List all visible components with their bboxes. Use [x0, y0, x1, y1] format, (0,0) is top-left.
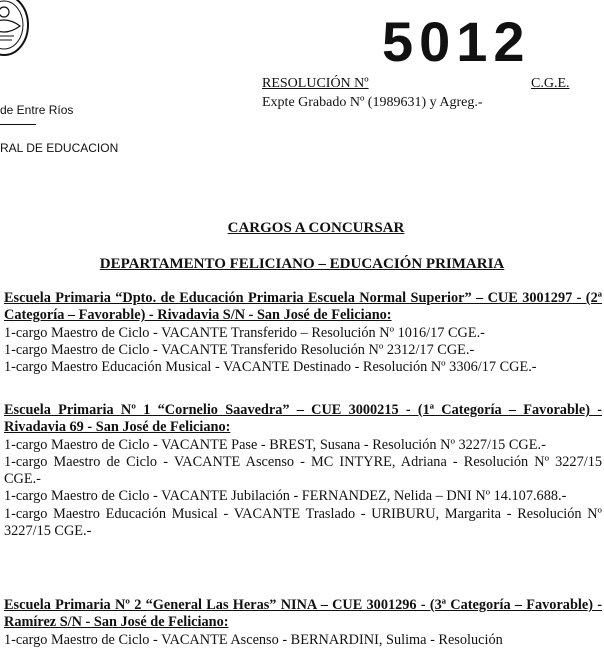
school-heading: Escuela Primaria “Dpto. de Educación Primaria Escuela Normal Superior” – CUE 3001297 - (2ª Categoría – Favorable) - Rivadavia S/N - San José de Feliciano:	[4, 290, 602, 324]
list-item: 1-cargo Maestro de Ciclo - VACANTE Transferido – Resolución Nº 1016/17 CGE.-	[4, 324, 485, 341]
expediente-line: Expte Grabado Nº (1989631) y Agreg.-	[262, 95, 483, 110]
resolution-number: 5012	[382, 10, 531, 73]
school-section-2	[4, 402, 602, 540]
header-divider	[0, 124, 36, 125]
list-item: 1-cargo Maestro de Ciclo - VACANTE Transferido Resolución Nº 2312/17 CGE.-	[4, 341, 475, 358]
cge-label: C.G.E.	[531, 76, 570, 91]
resolution-label: RESOLUCIÓN Nº	[262, 76, 369, 91]
list-item: 1-cargo Maestro Educación Musical - VACANTE Destinado - Resolución Nº 3306/17 CGE.-	[4, 359, 537, 376]
school-section-3	[4, 597, 602, 649]
school-section-1	[4, 290, 602, 376]
org-line-2: RAL DE EDUCACION	[0, 141, 119, 155]
school-heading: Escuela Primaria Nº 2 “General Las Heras” NINA – CUE 3001296 - (3ª Categoría – Favorable) - Ramírez S/N - San José de Feliciano:	[4, 597, 602, 631]
list-item: 1-cargo Maestro de Ciclo - VACANTE Jubilación - FERNANDEZ, Nelida – DNI Nº 14.107.688.-	[4, 488, 567, 505]
provincial-seal-icon	[0, 0, 30, 58]
list-item: 1-cargo Maestro de Ciclo - VACANTE Pase - BREST, Susana - Resolución Nº 3227/15 CGE.-	[4, 436, 546, 453]
list-item: 1-cargo Maestro Educación Musical - VACANTE Traslado - URIBURU, Margarita - Resolución Nº 3227/15 CGE.-	[4, 505, 602, 540]
page-title: CARGOS A CONCURSAR	[227, 220, 405, 236]
list-item: 1-cargo Maestro de Ciclo - VACANTE Ascenso - MC INTYRE, Adriana - Resolución Nº 3227/15 CGE.-	[4, 453, 602, 488]
list-item: 1-cargo Maestro de Ciclo - VACANTE Ascenso - BERNARDINI, Sulima - Resolución	[4, 631, 503, 648]
org-line-1: de Entre Ríos	[0, 103, 74, 117]
school-heading: Escuela Primaria Nº 1 “Cornelio Saavedra” – CUE 3000215 - (1ª Categoría – Favorable) - Rivadavia 69 - San José de Feliciano:	[4, 402, 602, 436]
department-title: DEPARTAMENTO FELICIANO – EDUCACIÓN PRIMARIA	[99, 256, 505, 272]
